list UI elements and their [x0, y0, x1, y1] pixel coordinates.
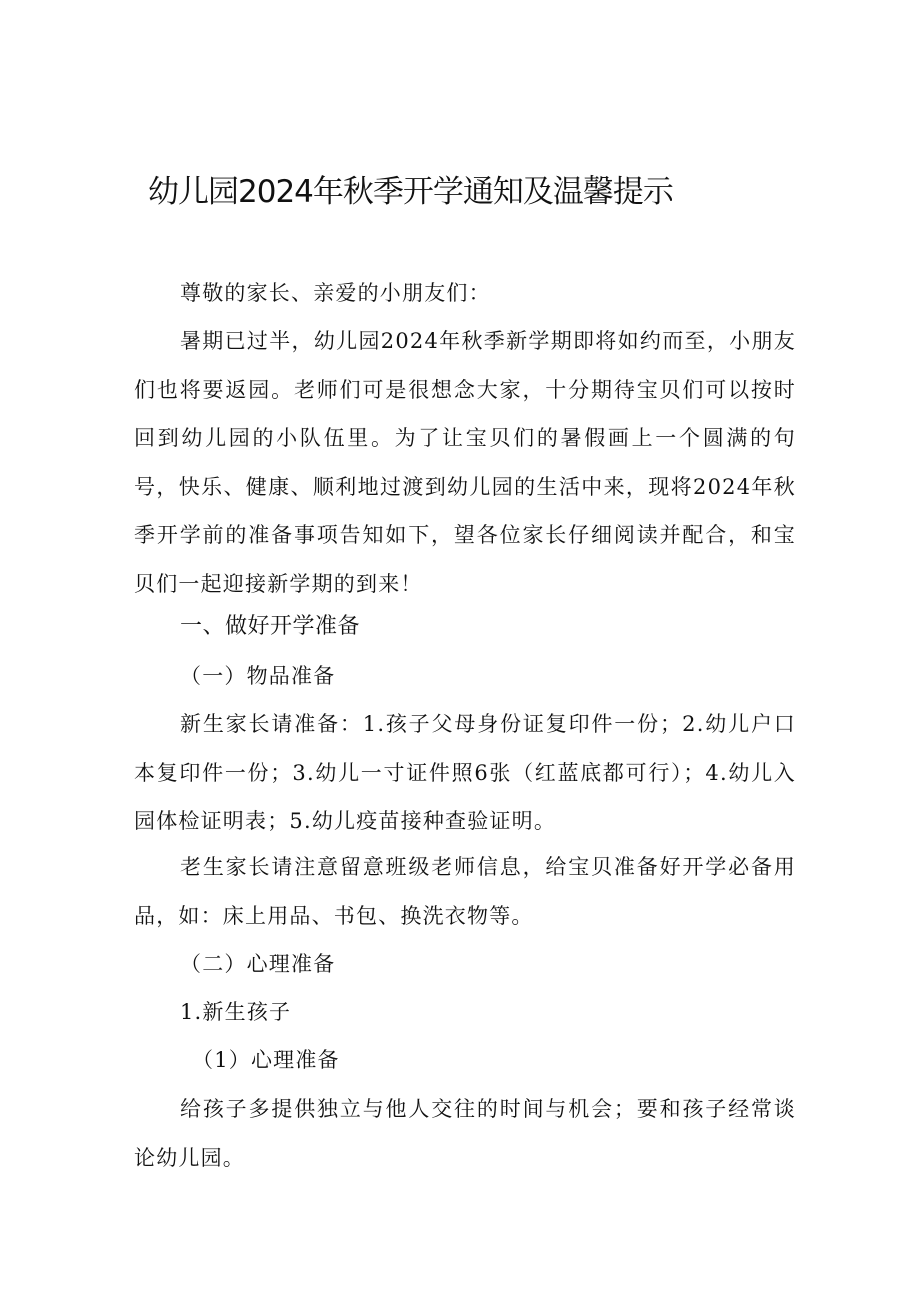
intro-paragraph: 暑期已过半，幼儿园2024年秋季新学期即将如约而至，小朋友们也将要返园。老师们可是很想念大家，十分期待宝贝们可以按时回到幼儿园的小队伍里。为了让宝贝们的暑假画上一个圆满的句号，快乐、健康、顺利地过渡到幼儿园的生活中来，现将2024年秋季开学前的准备事项告知如下，望各位家长仔细阅读并配合，和宝贝们一起迎接新学期的到来！	[134, 329, 796, 596]
greeting-paragraph: 尊敬的家长、亲爱的小朋友们：	[180, 281, 491, 305]
subsection-heading-supplies: （一）物品准备	[180, 664, 336, 688]
item-heading-new-children: 1.新生孩子	[180, 1000, 292, 1024]
item-subheading-psychology: （1）心理准备	[192, 1048, 340, 1072]
section-heading-preparation: 一、做好开学准备	[180, 614, 361, 639]
subsection-heading-psychology: （二）心理准备	[180, 952, 336, 976]
document-title: 幼儿园2024年秋季开学通知及温馨提示	[148, 174, 673, 210]
item-paragraph-new-children: 给孩子多提供独立与他人交往的时间与机会；要和孩子经常谈论幼儿园。	[134, 1097, 796, 1170]
new-parents-paragraph: 新生家长请准备：1.孩子父母身份证复印件一份；2.幼儿户口本复印件一份；3.幼儿一寸证件照6张（红蓝底都可行）；4.幼儿入园体检证明表；5.幼儿疫苗接种查验证明。	[134, 712, 796, 833]
old-parents-paragraph: 老生家长请注意留意班级老师信息，给宝贝准备好开学必备用品，如：床上用品、书包、换洗衣物等。	[134, 855, 796, 928]
